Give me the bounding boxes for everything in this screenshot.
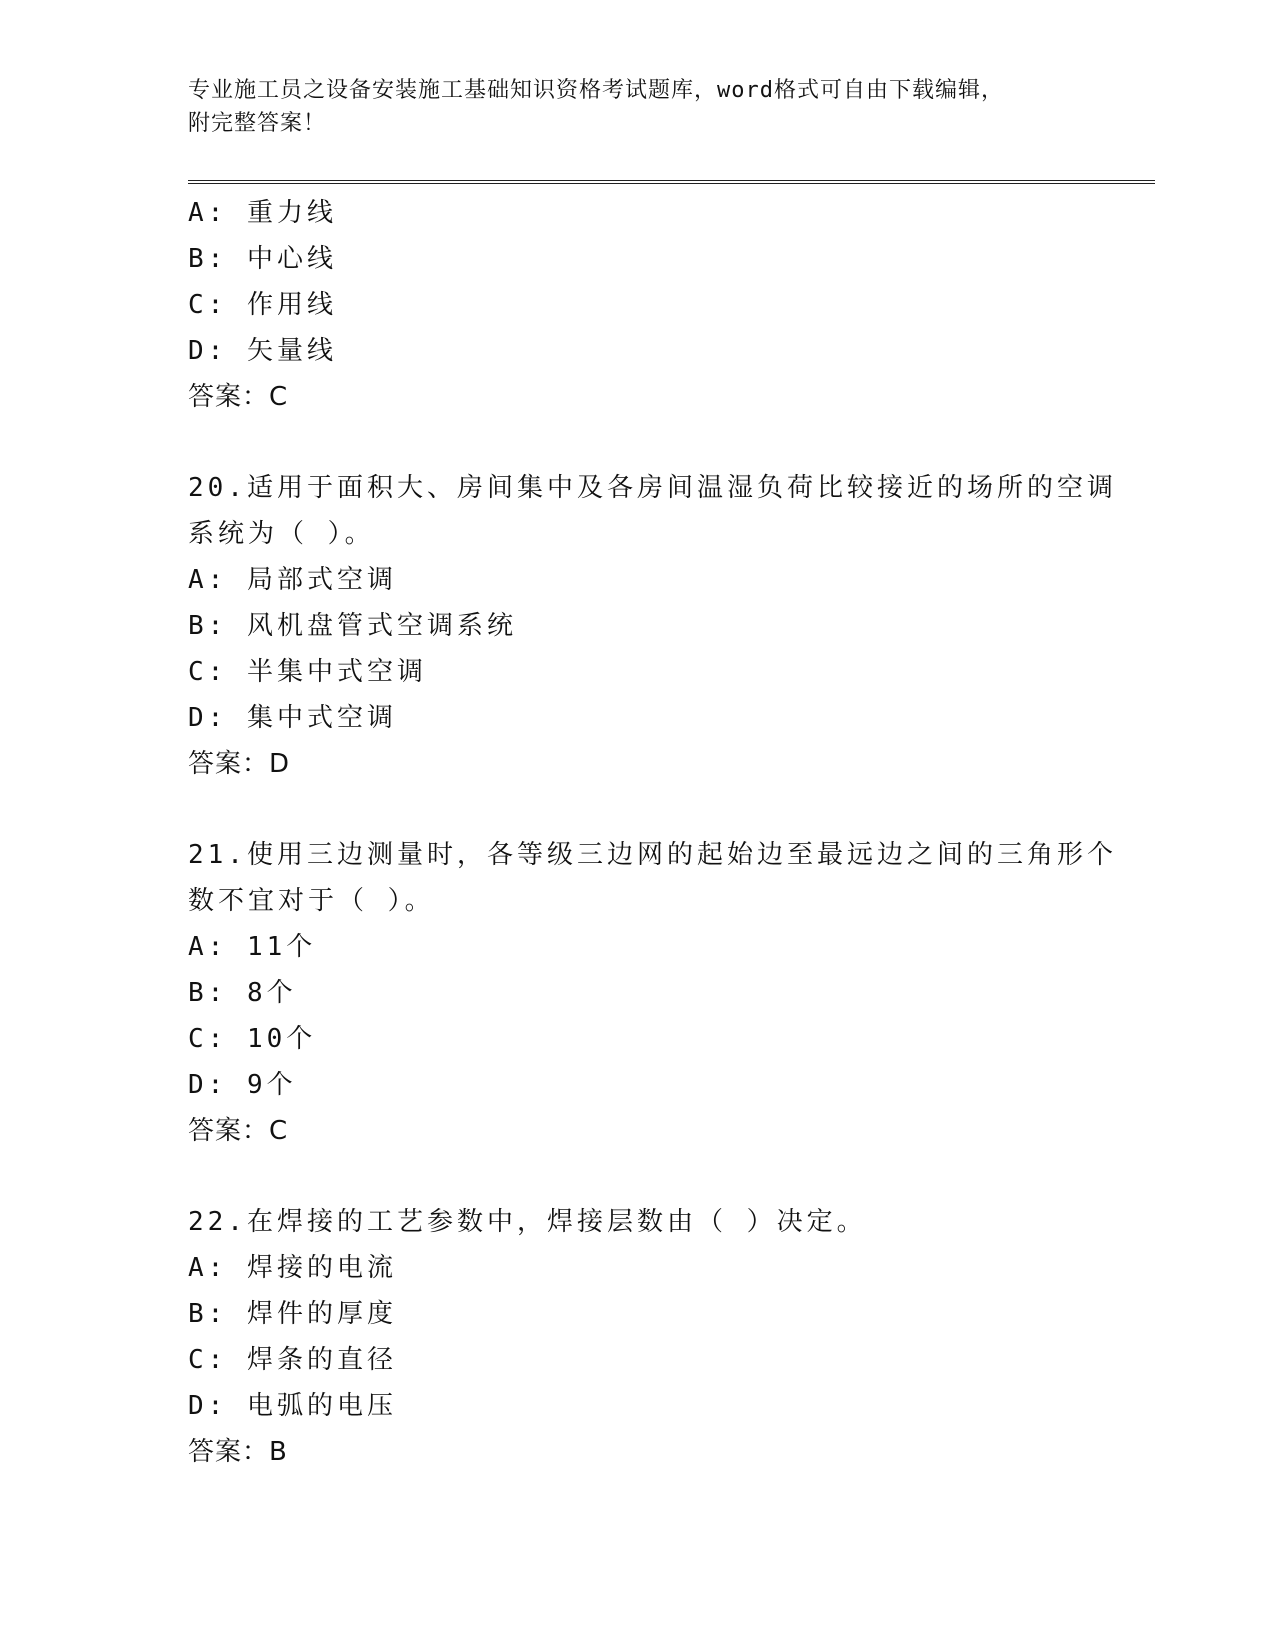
question-19 (188, 190, 1108, 420)
header-line-1: 专业施工员之设备安装施工基础知识资格考试题库，word格式可自由下载编辑， (188, 78, 1004, 103)
question-22 (188, 1199, 1108, 1475)
header-line-2: 附完整答案！ (188, 111, 327, 136)
question-20 (188, 465, 1117, 787)
option-a: A: 重力线 (188, 198, 337, 228)
spacer (188, 787, 1108, 832)
answer: 答案：B (188, 1437, 288, 1467)
document-header (188, 74, 1088, 140)
question-stem-continued: 系统为（ ）。 (188, 519, 375, 549)
option-b: B: 8个 (188, 978, 297, 1008)
option-c: C: 10个 (188, 1024, 317, 1054)
option-b: B: 焊件的厚度 (188, 1299, 397, 1329)
question-21 (188, 832, 1117, 1154)
answer: 答案：D (188, 749, 291, 779)
option-a: A: 11个 (188, 932, 317, 962)
answer: 答案：C (188, 1116, 289, 1146)
option-c: C: 焊条的直径 (188, 1345, 397, 1375)
option-b: B: 风机盘管式空调系统 (188, 611, 517, 641)
option-d: D: 集中式空调 (188, 703, 397, 733)
option-c: C: 半集中式空调 (188, 657, 427, 687)
answer: 答案：C (188, 382, 289, 412)
option-b: B: 中心线 (188, 244, 337, 274)
option-d: D: 9个 (188, 1070, 297, 1100)
option-c: C: 作用线 (188, 290, 337, 320)
option-d: D: 矢量线 (188, 336, 337, 366)
option-a: A: 焊接的电流 (188, 1253, 397, 1283)
option-d: D: 电弧的电压 (188, 1391, 397, 1421)
question-stem: 20.适用于面积大、房间集中及各房间温湿负荷比较接近的场所的空调 (188, 473, 1117, 503)
spacer (188, 420, 1108, 465)
question-stem: 21.使用三边测量时，各等级三边网的起始边至最远边之间的三角形个 (188, 840, 1117, 870)
question-stem: 22.在焊接的工艺参数中，焊接层数由（ ）决定。 (188, 1207, 867, 1237)
question-stem-continued: 数不宜对于（ ）。 (188, 886, 435, 916)
question-list (188, 190, 1117, 1475)
spacer (188, 1154, 1108, 1199)
option-a: A: 局部式空调 (188, 565, 397, 595)
header-divider (188, 180, 1155, 184)
